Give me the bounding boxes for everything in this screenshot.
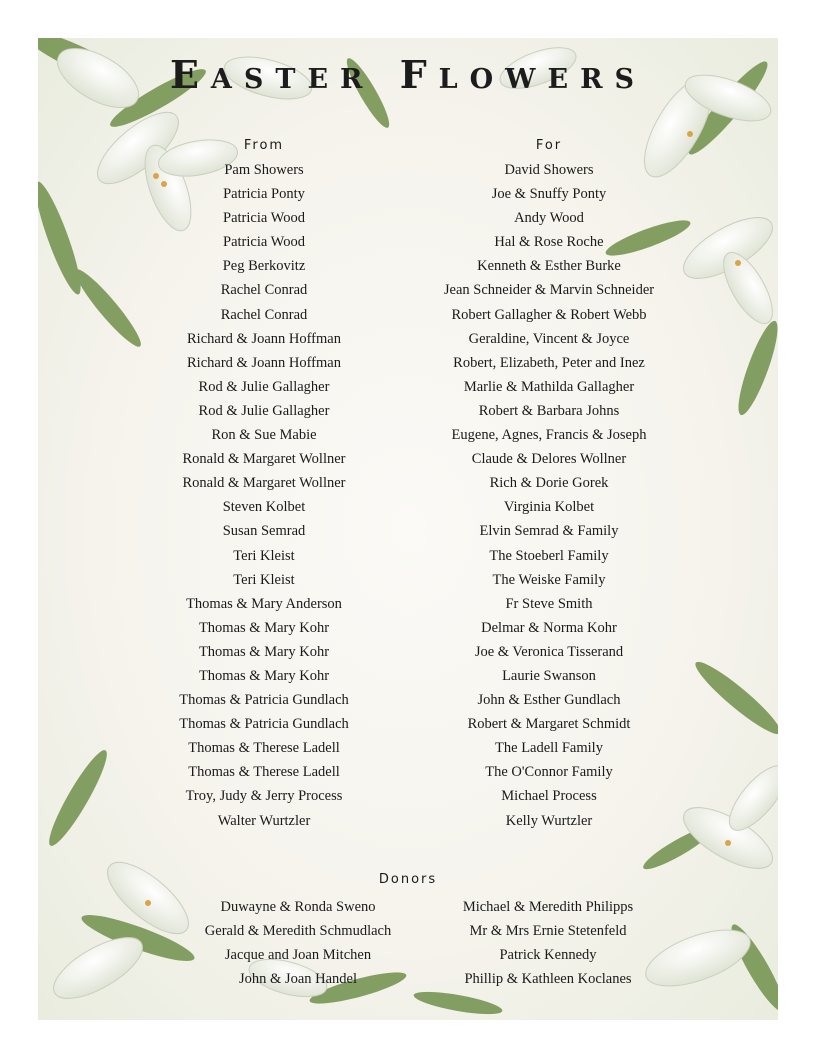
for-row: Fr Steve Smith bbox=[505, 595, 593, 612]
for-row: John & Esther Gundlach bbox=[477, 692, 621, 709]
from-row: Troy, Judy & Jerry Process bbox=[185, 788, 343, 805]
donors-header: Donors bbox=[378, 872, 438, 887]
from-row: Thomas & Mary Kohr bbox=[198, 619, 330, 636]
from-row: Ron & Sue Mabie bbox=[211, 427, 317, 444]
for-row: Hal & Rose Roche bbox=[494, 234, 604, 251]
from-row: Steven Kolbet bbox=[222, 499, 306, 516]
for-row: Elvin Semrad & Family bbox=[479, 523, 619, 540]
from-row: Richard & Joann Hoffman bbox=[187, 330, 341, 347]
for-row: Robert, Elizabeth, Peter and Inez bbox=[453, 354, 645, 371]
from-row: Thomas & Therese Ladell bbox=[188, 764, 340, 781]
for-row: Robert Gallagher & Robert Webb bbox=[451, 306, 647, 323]
donor-row: Duwayne & Ronda Sweno bbox=[220, 899, 376, 915]
from-row: Teri Kleist bbox=[233, 547, 295, 564]
for-row: Michael Process bbox=[501, 788, 597, 805]
for-row: Geraldine, Vincent & Joyce bbox=[468, 330, 630, 347]
for-row: Robert & Margaret Schmidt bbox=[467, 716, 631, 733]
from-row: Teri Kleist bbox=[233, 571, 295, 588]
for-row: Eugene, Agnes, Francis & Joseph bbox=[451, 427, 647, 444]
for-row: David Showers bbox=[504, 162, 594, 178]
donor-row: Patrick Kennedy bbox=[499, 947, 597, 964]
for-row: The Stoeberl Family bbox=[489, 547, 609, 564]
for-row: Jean Schneider & Marvin Schneider bbox=[443, 282, 655, 299]
from-row: Rachel Conrad bbox=[220, 306, 308, 323]
donor-row: Mr & Mrs Ernie Stetenfeld bbox=[469, 923, 627, 940]
for-row: Rich & Dorie Gorek bbox=[489, 475, 609, 492]
for-row: Marlie & Mathilda Gallagher bbox=[463, 378, 635, 395]
for-column bbox=[424, 134, 674, 833]
from-row: Patricia Ponty bbox=[223, 186, 305, 203]
for-row: Claude & Delores Wollner bbox=[471, 451, 627, 468]
from-row: Thomas & Mary Anderson bbox=[186, 595, 342, 612]
flyer-page bbox=[38, 38, 778, 1020]
from-row: Thomas & Mary Kohr bbox=[198, 667, 330, 684]
from-row: Thomas & Therese Ladell bbox=[188, 740, 340, 757]
from-row: Walter Wurtzler bbox=[217, 812, 311, 829]
donors-left-column bbox=[198, 895, 398, 991]
from-row: Rod & Julie Gallagher bbox=[198, 378, 330, 395]
from-column bbox=[164, 134, 364, 833]
donor-row: Jacque and Joan Mitchen bbox=[224, 947, 372, 964]
from-row: Ronald & Margaret Wollner bbox=[182, 475, 346, 492]
from-row: Rachel Conrad bbox=[220, 282, 308, 299]
from-row: Patricia Wood bbox=[223, 234, 305, 251]
donor-row: Phillip & Kathleen Koclanes bbox=[464, 971, 632, 988]
for-row: The O'Connor Family bbox=[485, 764, 613, 781]
from-row: Thomas & Patricia Gundlach bbox=[179, 692, 349, 709]
donor-row: Gerald & Meredith Schmudlach bbox=[204, 923, 392, 940]
from-row: Peg Berkovitz bbox=[222, 258, 306, 275]
for-row: Andy Wood bbox=[514, 210, 584, 227]
from-row: Thomas & Patricia Gundlach bbox=[179, 716, 349, 733]
from-row: Susan Semrad bbox=[222, 523, 306, 540]
for-row: Delmar & Norma Kohr bbox=[481, 619, 617, 636]
donor-row: John & Joan Handel bbox=[239, 971, 357, 988]
donors-right-column bbox=[448, 895, 648, 991]
from-row: Patricia Wood bbox=[223, 210, 305, 227]
for-header: For bbox=[535, 138, 563, 153]
donor-row: Michael & Meredith Philipps bbox=[462, 899, 634, 915]
from-row: Pam Showers bbox=[224, 162, 304, 178]
for-row: Virginia Kolbet bbox=[503, 499, 595, 516]
from-header: From bbox=[243, 138, 285, 153]
for-row: Joe & Veronica Tisserand bbox=[474, 643, 624, 660]
from-row: Richard & Joann Hoffman bbox=[187, 354, 341, 371]
for-row: The Ladell Family bbox=[495, 740, 603, 757]
for-row: Laurie Swanson bbox=[502, 667, 596, 684]
for-row: Kenneth & Esther Burke bbox=[477, 258, 621, 275]
for-row: Joe & Snuffy Ponty bbox=[491, 186, 607, 203]
for-row: The Weiske Family bbox=[492, 571, 606, 588]
from-row: Ronald & Margaret Wollner bbox=[182, 451, 346, 468]
for-row: Kelly Wurtzler bbox=[505, 812, 593, 829]
from-row: Thomas & Mary Kohr bbox=[198, 643, 330, 660]
from-row: Rod & Julie Gallagher bbox=[198, 402, 330, 419]
for-row: Robert & Barbara Johns bbox=[478, 402, 620, 419]
page-title: Easter Flowers bbox=[169, 52, 647, 97]
